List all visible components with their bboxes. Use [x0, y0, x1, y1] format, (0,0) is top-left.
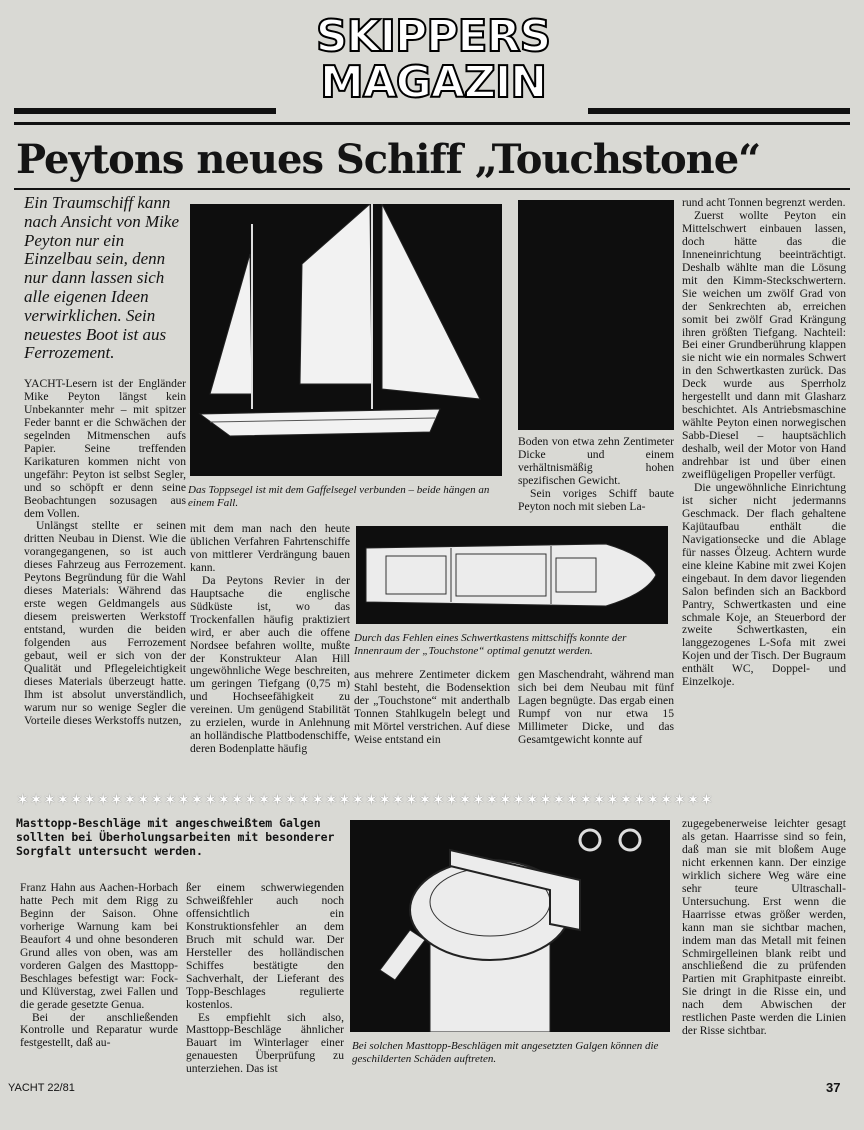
- paragraph: Franz Hahn aus Aachen-Horbach hatte Pech mit dem Rigg zu Beginn der Saison. Ohne vorherige Warnung kam bei Beaufort 4 und ohne besonderen Grund alles von oben, was am vorderen Galgen des Masttopp-Beschlages befestigt war: Fock- und Klüverstag, zwei Fallen und die gerade gesetzte Genua.: [20, 881, 178, 1011]
- headline-rule: [14, 188, 850, 190]
- deck-plan-drawing: [356, 526, 668, 624]
- paragraph: Zuerst wollte Peyton ein Mittelschwert einbauen lassen, doch hätte das die Inneneinrichtung beeinträchtigt. Deshalb wählte man die Lösung mit den Kimm-Steckschwertern. Sie weichen um zwölf Grad von der Senkrechten ab, erreichen somit bei zwölf Grad Krängung ihren größten Tiefgang. Nachteil: Bei einer Grundberührung klappen sie nicht wie ein normales Schwert in den Schwertkasten zurück. Das Deck wurde aus Sperrholz hergestellt und dann mit Glasharz beschichtet. Als Antriebsmaschine wählte Peyton einen norwegischen Sabb-Diesel – hauptsächlich deshalb, weil der Motor von Hand andrehbar ist und über einen zweiflügeligen Propeller verfügt.: [682, 208, 846, 482]
- caption-sailboat: Das Toppsegel ist mit dem Gaffelsegel verbunden – beide hängen an einem Fall.: [188, 484, 490, 509]
- paragraph: Die ungewöhnliche Einrichtung ist sicher nicht jedermanns Geschmack. Der flach gehaltene Kajütaufbau enthält die Navigationsecke und die Ablage für nasses Ölzeug. Achtern wurde eine kleine Kabine mit zwei Kojen eingebaut. In dem davor liegenden Salon befinden sich an Backbord Pantry, Schwertkasten und eine schmale Koje, an Steuerbord der zweite Schwertkasten, ein langgezogenes L-Sofa mit zwei Kojen und der Tisch. Der Bugraum enthält WC, Doppel- und Einzelkoje.: [682, 480, 846, 689]
- paragraph: ßer einem schwerwiegenden Schweißfehler auch noch offensichtlich ein Konstruktionsfehler an dem Bruch mit schuld war. Der Hersteller des holländischen Schiffes bestätigte den Sachverhalt, der Lieferant des Topp-Beschlages regulierte kostenlos.: [186, 881, 344, 1011]
- paragraph: zugegebenerweise leichter gesagt als getan. Haarrisse sind so fein, daß man sie mit bloßem Auge nicht erkennen kann. Der einzige wirklich sichere Weg wäre eine sehr teure Ultraschall-Untersuchung. Erst wenn die Haarrisse etwas größer werden, kann man sie sichtbar machen, indem man das Metall mit feinen Schmirgelleinen blank reibt und anschließend die zu prüfenden Partien mit Graphitpaste einreibt. Sie dringt in die Risse ein, und nach dem Abwischen der restlichen Paste werden die Linien der Risse sichtbar.: [682, 817, 846, 1038]
- paragraph: gen Maschendraht, während man sich bei dem Neubau mit fünf Lagen begnügte. Das ergab einen Rumpf von nur etwa 15 Millimeter Dicke, und das Gesamtgewicht konnte auf: [518, 668, 674, 746]
- article1-col2: [190, 523, 350, 756]
- article2-col2: [186, 882, 344, 1076]
- masthead: [268, 11, 598, 108]
- paragraph: mit dem man nach den heute üblichen Verfahren Fahrtenschiffe von mittlerer Verdrängung bauen kann.: [190, 522, 350, 574]
- headline: Peytons neues Schiff „Touchstone“: [16, 136, 761, 183]
- article1-col3: [354, 669, 510, 747]
- masthead-rule-right: [588, 108, 850, 114]
- article2-subhead: Masttopp-Beschläge mit angeschweißtem Galgen sollten bei Überholungsarbeiten mit besonderer Sorgfalt untersucht werden.: [16, 816, 335, 859]
- paragraph: Sein voriges Schiff baute Peyton noch mit sieben La-: [518, 486, 674, 513]
- article2-col3: [682, 818, 846, 1038]
- article2-col1: [20, 882, 178, 1050]
- dark-photo: [518, 200, 674, 430]
- footer-issue: YACHT 22/81: [8, 1082, 75, 1094]
- masthead-line2: MAGAZIN: [319, 57, 547, 108]
- paragraph: Boden von etwa zehn Zentimeter Dicke und einem verhältnismäßig hohen spezifischen Gewicht.: [518, 435, 674, 487]
- star-divider: ✶✶✶✶✶✶✶✶✶✶✶✶✶✶✶✶✶✶✶✶✶✶✶✶✶✶✶✶✶✶✶✶✶✶✶✶✶✶✶✶✶✶✶✶✶✶✶✶✶✶✶✶: [16, 792, 714, 808]
- masthead-line1: SKIPPERS: [315, 11, 551, 62]
- paragraph: Es empfiehlt sich also, Masttopp-Beschläge ähnlicher Bauart im Winterlager einer genauesten Überprüfung zu unterziehen. Das ist: [186, 1010, 344, 1076]
- sailboat-drawing: [190, 204, 502, 476]
- paragraph: rund acht Tonnen begrenzt werden.: [682, 196, 846, 209]
- footer-page-number: 37: [826, 1080, 841, 1095]
- intro-text: Ein Traumschiff kann nach Ansicht von Mike Peyton nur ein Einzelbau sein, denn nur dann lassen sich alle eigenen Ideen verwirklichen. Sein neuestes Boot ist aus Ferrozement.: [24, 193, 180, 363]
- article1-col1: [24, 378, 186, 728]
- paragraph: Da Peytons Revier in der Hauptsache die englische Südküste ist, wo das Trockenfallen häufig praktiziert wird, er aber auch die offene Nordsee befahren wollte, mußte der Konstrukteur Alan Hill ungewöhnliche Wege beschreiten, um geringen Tiefgang (0,75 m) und Hochseefähigkeit zu vereinen. Um genügend Stabilität zu erzielen, wurde in Anlehnung an holländische Plattbodenschiffe, deren Bodenplatte häufig: [190, 573, 350, 756]
- article1-col4: [518, 669, 674, 747]
- article1-col5: [682, 197, 846, 689]
- paragraph: Bei der anschließenden Kontrolle und Reparatur wurde festgestellt, daß au-: [20, 1010, 178, 1050]
- masthead-rule-left: [14, 108, 276, 114]
- paragraph: aus mehrere Zentimeter dickem Stahl besteht, die Bodensektion der „Touchstone“ mit anderthalb Tonnen Stahlkugeln belegt und mit Mörtel verstrichen. Auf diese Weise entstand ein: [354, 668, 510, 746]
- article1-col4top: [518, 436, 674, 514]
- masthead-rule-full: [14, 122, 850, 125]
- deck-plan-icon: [356, 526, 668, 624]
- paragraph: Unlängst stellte er seinen dritten Neubau in Dienst. Wie die vorangegangenen, so ist auch dieses Fahrzeug aus Ferrozement. Peytons Begründung für die Wahl dieses Materials: Während das erste wegen Geldmangels aus diesem preiswerten Werkstoff entstand, wurden die beiden folgenden aus Ferrozement gebaut, weil er sich von der Qualität und Pflegeleichtigkeit dieses Materials überzeugt hatte. Ihm ist absolut unverständlich, warum nur so wenige Segler die Vorteile dieses Werkstoffs nutzen,: [24, 519, 186, 727]
- mast-fitting-icon: [350, 820, 670, 1032]
- caption-deckplan: Durch das Fehlen eines Schwertkastens mittschiffs konnte der Innenraum der „Touchstone“ optimal genutzt werden.: [354, 632, 627, 657]
- caption-fitting: Bei solchen Masttopp-Beschlägen mit angesetzten Galgen können die geschilderten Schäden auftreten.: [352, 1040, 659, 1065]
- sailboat-icon: [190, 204, 502, 476]
- paragraph: YACHT-Lesern ist der Engländer Mike Peyton längst kein Unbekannter mehr – mit spitzer Feder bannt er die Schwächen der segelnden Mitmenschen aufs Papier. Seine treffenden Karikaturen kommen nicht von ungefähr: Peyton ist selbst Segler, und so schöpft er denn seine Beobachtungen sozusagen aus dem Vollen.: [24, 377, 186, 520]
- masthead-fitting-drawing: [350, 820, 670, 1032]
